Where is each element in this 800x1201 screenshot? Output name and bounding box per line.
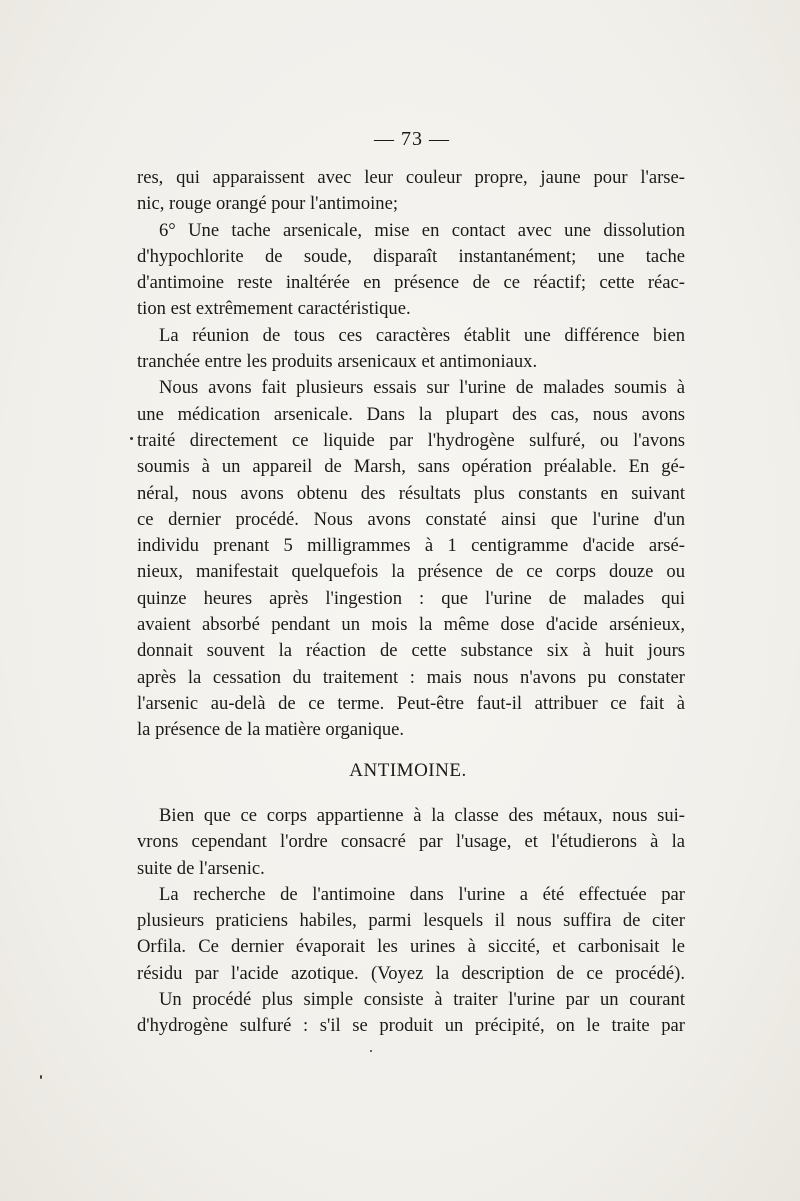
text-line: l'arsenic au-delà de ce terme. Peut-être faut-il attribuer ce fait à	[137, 692, 685, 714]
text-line: résidu par l'acide azotique. (Voyez la description de ce procédé).	[137, 962, 685, 984]
text-line: Bien que ce corps appartienne à la classe des métaux, nous sui-	[159, 805, 685, 826]
text-line: après la cessation du traitement : mais nous n'avons pu constater	[137, 666, 685, 688]
text-line: d'hydrogène sulfuré : s'il se produit un précipité, on le traite par	[137, 1015, 685, 1037]
text-line: Orfila. Ce dernier évaporait les urines à siccité, et carbonisait le	[137, 936, 685, 958]
text-line: soumis à un appareil de Marsh, sans opération préalable. En gé-	[137, 456, 685, 478]
text-line: nieux, manifestait quelquefois la présence de ce corps douze ou	[137, 561, 685, 583]
text-line: donnait souvent la réaction de cette substance six à huit jours	[137, 640, 685, 662]
text-line: la présence de la matière organique.	[137, 719, 405, 741]
text-line: quinze heures après l'ingestion : que l'urine de malades qui	[137, 587, 685, 609]
body-text-before-heading	[137, 165, 685, 744]
text-line: une médication arsenicale. Dans la plupart des cas, nous avons	[137, 403, 685, 425]
text-line: tranchée entre les produits arsenicaux et antimoniaux.	[137, 351, 538, 373]
print-speck	[370, 1050, 372, 1052]
text-line: traité directement ce liquide par l'hydrogène sulfuré, ou l'avons	[137, 429, 685, 451]
text-line: 6° Une tache arsenicale, mise en contact avec une dissolution	[159, 219, 685, 241]
text-line: Un procédé plus simple consiste à traiter l'urine par un courant	[159, 989, 685, 1011]
text-line: nic, rouge orangé pour l'antimoine;	[137, 193, 399, 215]
text-line: La recherche de l'antimoine dans l'urine a été effectuée par	[159, 883, 685, 905]
print-speck	[40, 1075, 42, 1079]
text-line: individu prenant 5 milligrammes à 1 centigramme d'acide arsé-	[137, 535, 685, 557]
text-line: Nous avons fait plusieurs essais sur l'urine de malades soumis à	[159, 377, 685, 399]
text-line: ce dernier procédé. Nous avons constaté ainsi que l'urine d'un	[137, 508, 685, 530]
text-line: néral, nous avons obtenu des résultats plus constants en suivant	[137, 482, 685, 504]
text-line: tion est extrêmement caractéristique.	[137, 298, 411, 320]
text-line: vrons cependant l'ordre consacré par l'usage, et l'étudierons à la	[137, 831, 685, 853]
text-line: d'antimoine reste inaltérée en présence de ce réactif; cette réac-	[137, 272, 685, 294]
body-text-after-heading	[137, 803, 685, 1040]
page-number: — 73 —	[374, 128, 450, 150]
text-line: suite de l'arsenic.	[137, 857, 265, 879]
text-line: plusieurs praticiens habiles, parmi lesquels il nous suffira de citer	[137, 910, 685, 932]
section-heading: ANTIMOINE.	[349, 760, 467, 781]
text-line: res, qui apparaissent avec leur couleur propre, jaune pour l'arse-	[137, 167, 685, 188]
text-line: d'hypochlorite de soude, disparaît instantanément; une tache	[137, 245, 685, 267]
text-line: La réunion de tous ces caractères établit une différence bien	[159, 324, 685, 346]
text-line: avaient absorbé pendant un mois la même dose d'acide arsénieux,	[137, 614, 685, 636]
print-speck	[130, 437, 133, 440]
